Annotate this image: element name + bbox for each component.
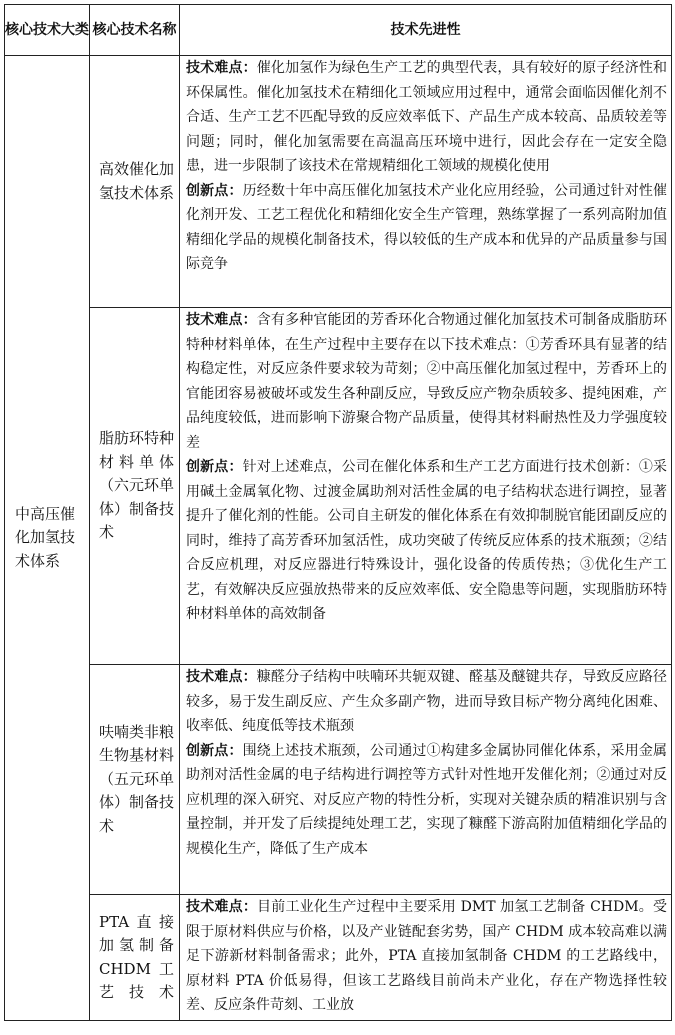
innovation-paragraph: [186, 739, 667, 862]
tech-name-cell: 呋喃类非粮生物基材料（五元环单体）制备技术: [90, 665, 180, 895]
innovation-paragraph: [186, 179, 667, 277]
header-advancement: 技术先进性: [180, 5, 672, 56]
innovation-label: 创新点：: [186, 182, 243, 199]
advancement-cell: [180, 56, 672, 308]
table-row: [5, 895, 672, 1021]
innovation-text: 围绕上述技术瓶颈，公司通过①构建多金属协同催化体系，采用金属助剂对活性金属的电子结构进行调控等方式针对性地开发催化剂；②通过对反应机理的深入研究、对反应产物的特性分析，实现对关键杂质的精准识别与含量控制，并开发了后续提纯处理工艺，实现了糠醛下游高附加值精细化学品的规模化生产，降低了生产成本: [186, 742, 668, 857]
technology-table: [4, 4, 672, 1021]
innovation-label: 创新点：: [186, 742, 243, 759]
advancement-cell: [180, 895, 672, 1021]
difficulty-paragraph: [186, 895, 667, 1018]
header-category: 核心技术大类: [5, 5, 90, 56]
difficulty-paragraph: [186, 665, 667, 739]
difficulty-text: 目前工业化生产过程中主要采用 DMT 加氢工艺制备 CHDM。受限于原材料供应与价格，以及产业链配套劣势，国产 CHDM 成本较高难以满足下游新材料制备需求；此外，PTA 直接加氢制备 CHDM 的工艺路线中，原材料 PTA 价低易得，但该工艺路线目前尚未产业化，存在产物选择性较差、反应条件苛刻、工业放: [186, 899, 667, 1013]
tech-name-cell: 高效催化加氢技术体系: [90, 56, 180, 308]
table-header-row: [5, 5, 672, 56]
advancement-cell: [180, 308, 672, 665]
table-row: [5, 56, 672, 308]
tech-name-cell: 脂肪环特种材料单体（六元环单体）制备技术: [90, 308, 180, 665]
innovation-text: 历经数十年中高压催化加氢技术产业化应用经验，公司通过针对性催化剂开发、工艺工程优化和精细化安全生产管理，熟练掌握了一系列高附加值精细化学品的规模化制备技术，得以较低的生产成本和优异的产品质量参与国际竞争: [186, 182, 668, 272]
table-row: [5, 308, 672, 665]
innovation-text: 针对上述难点，公司在催化体系和生产工艺方面进行技术创新：①采用碱土金属氧化物、过渡金属助剂对活性金属的电子结构状态进行调控，显著提升了催化剂的性能。公司自主研发的催化体系在有效抑制脱官能团副反应的同时，维持了高芳香环加氢活性，成功突破了传统反应体系的技术瓶颈；②结合反应机理，对反应器进行特殊设计，强化设备的传质传热；③优化生产工艺，有效解决反应强放热带来的反应效率低、安全隐患等问题，实现脂肪环特种材料单体的高效制备: [186, 459, 668, 622]
innovation-paragraph: [186, 455, 667, 627]
header-name: 核心技术名称: [90, 5, 180, 56]
difficulty-text: 含有多种官能团的芳香环化合物通过催化加氢技术可制备成脂肪环特种材料单体，在生产过程中主要存在以下技术难点：①芳香环具有显著的结构稳定性，对反应条件要求较为苛刻；②中高压催化加氢过程中，芳香环上的官能团容易被破坏或发生各种副反应，导致反应产物杂质较多、提纯困难，产品纯度较低，进而影响下游聚合物产品质量，使得其材料耐热性及力学强度较差: [186, 312, 668, 451]
difficulty-text: 糠醛分子结构中呋喃环共轭双键、醛基及醚键共存，导致反应路径较多，易于发生副反应、产生众多副产物，进而导致目标产物分离纯化困难、收率低、纯度低等技术瓶颈: [186, 669, 668, 734]
difficulty-label: 技术难点：: [186, 312, 257, 328]
difficulty-text: 催化加氢作为绿色生产工艺的典型代表，具有较好的原子经济性和环保属性。催化加氢技术在精细化工领域应用过程中，通常会面临因催化剂不合适、生产工艺不匹配导致的反应效率低下、产品生产成本较高、品质较差等问题；同时，催化加氢需要在高温高压环境中进行，因此会存在一定安全隐患，进一步限制了该技术在常规精细化工领域的规模化使用: [186, 60, 668, 174]
difficulty-paragraph: [186, 56, 667, 179]
difficulty-paragraph: [186, 308, 667, 455]
tech-name-cell: PTA直接加氢制备CHDM工艺技术: [90, 895, 180, 1021]
difficulty-label: 技术难点：: [186, 899, 258, 915]
advancement-truncated-wrap: [186, 895, 667, 1013]
category-cell: 中高压催化加氢技术体系: [5, 56, 90, 1021]
innovation-label: 创新点：: [186, 459, 243, 475]
advancement-cell: [180, 665, 672, 895]
table-row: [5, 665, 672, 895]
difficulty-label: 技术难点：: [186, 60, 257, 76]
difficulty-label: 技术难点：: [186, 669, 257, 685]
